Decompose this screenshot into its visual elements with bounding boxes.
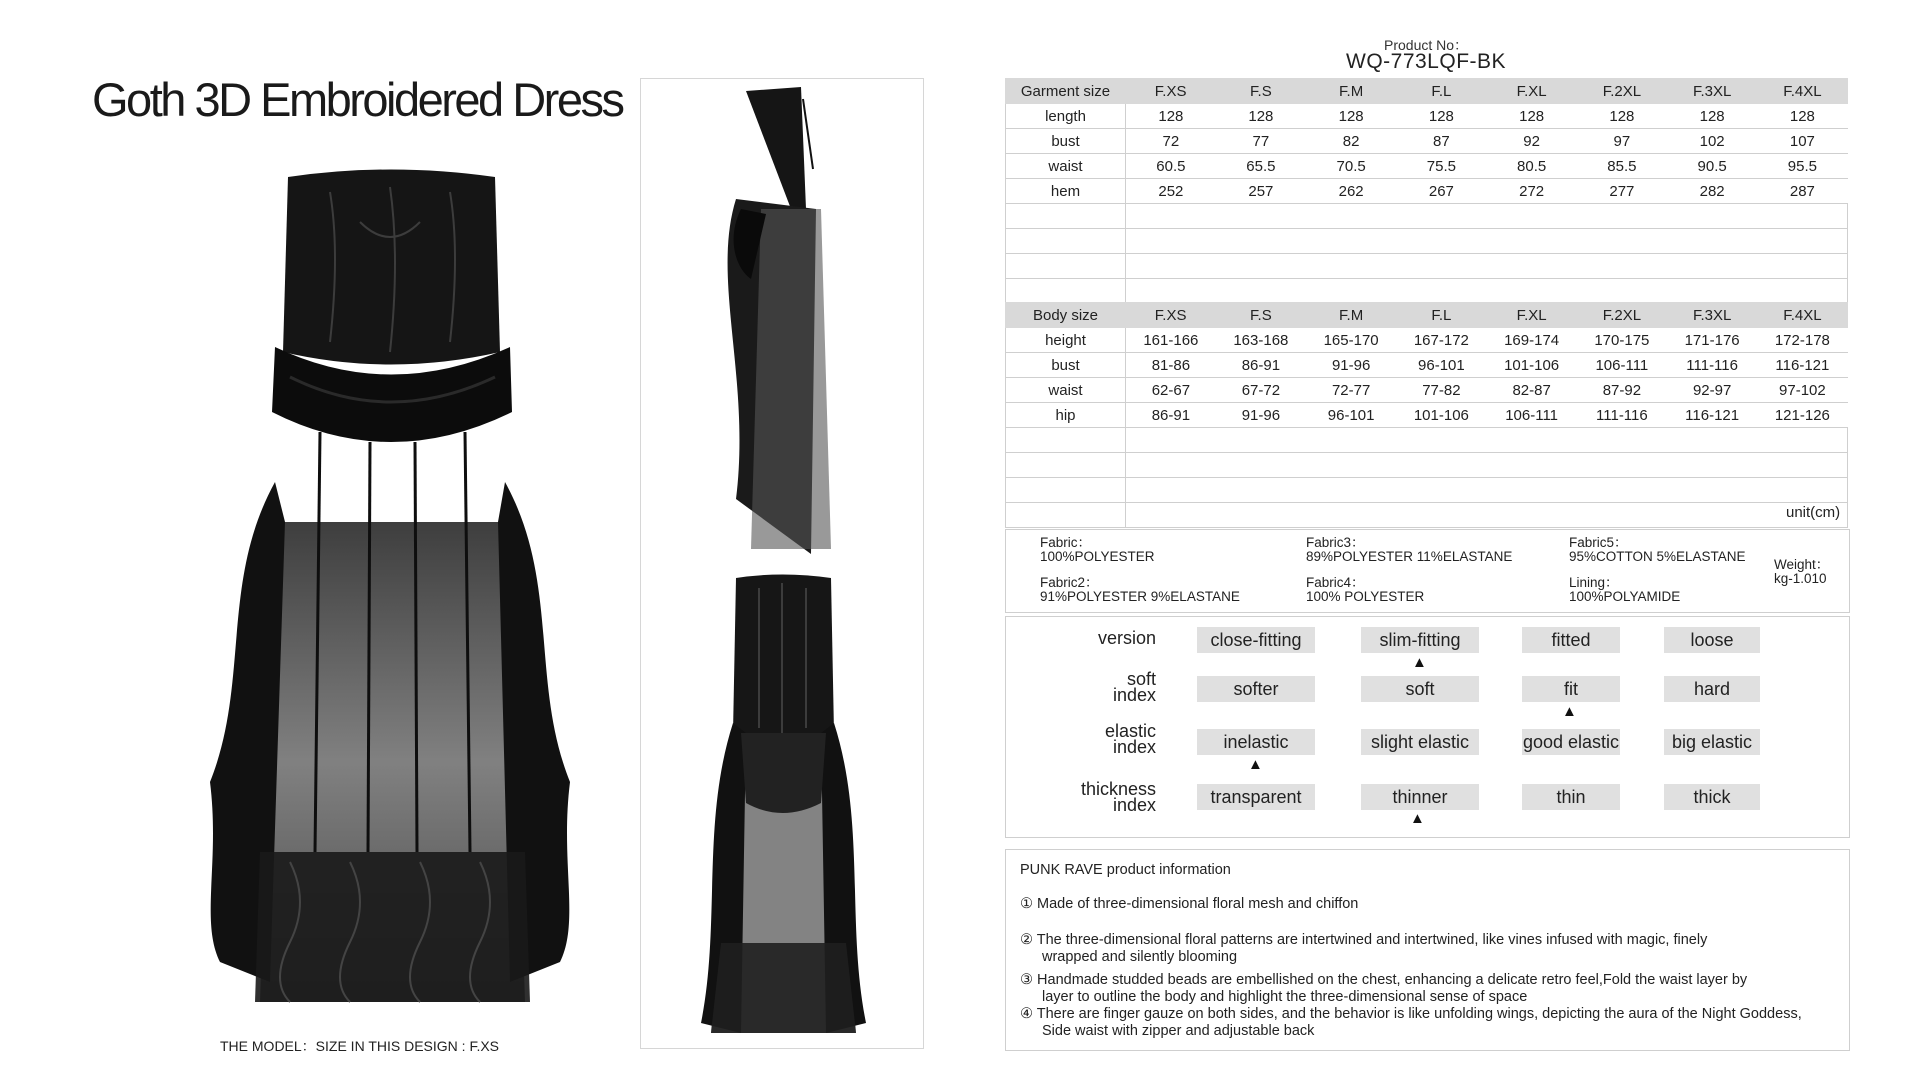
dress-back-photo-frame xyxy=(640,563,924,1049)
table-cell: 92-97 xyxy=(1667,378,1757,403)
table-cell: 70.5 xyxy=(1306,154,1396,179)
table-cell: 272 xyxy=(1487,179,1577,204)
table-cell: 67-72 xyxy=(1216,378,1306,403)
empty-cell xyxy=(1126,204,1848,229)
empty-row xyxy=(1006,229,1848,254)
row-label: waist xyxy=(1006,378,1126,403)
table-cell: 65.5 xyxy=(1216,154,1306,179)
empty-cell xyxy=(1006,229,1126,254)
empty-cell xyxy=(1126,478,1848,503)
info-heading: PUNK RAVE product information xyxy=(1020,862,1231,878)
table-cell: 86-91 xyxy=(1216,353,1306,378)
dress-side-photo xyxy=(641,79,923,564)
table-cell: 267 xyxy=(1396,179,1486,204)
info-item-2-line1: ② The three-dimensional floral patterns are intertwined and intertwined, like vines infused with magic, finely xyxy=(1020,932,1708,948)
soft-label-line2: index xyxy=(1112,685,1156,705)
size-col: F.2XL xyxy=(1577,303,1667,328)
table-cell: 62-67 xyxy=(1126,378,1216,403)
soft-option: soft xyxy=(1361,676,1479,702)
table-cell: 128 xyxy=(1577,104,1667,129)
unit-label: unit(cm) xyxy=(1786,504,1841,521)
table-cell: 170-175 xyxy=(1577,328,1667,353)
product-number: WQ-773LQF-BK xyxy=(1346,50,1507,73)
thickness-label-line1: thickness xyxy=(1080,779,1156,799)
elastic-label-line1: elastic xyxy=(1104,721,1156,741)
info-item-3-line1: ③ Handmade studded beads are embellished on the chest, enhancing a delicate retro feel,Fold the waist layer by xyxy=(1020,972,1748,988)
table-cell: 80.5 xyxy=(1487,154,1577,179)
table-cell: 116-121 xyxy=(1757,353,1847,378)
table-row xyxy=(1006,129,1848,154)
table-cell: 85.5 xyxy=(1577,154,1667,179)
table-cell: 77-82 xyxy=(1396,378,1486,403)
table-cell: 102 xyxy=(1667,129,1757,154)
table-cell: 111-116 xyxy=(1577,403,1667,428)
table-cell: 75.5 xyxy=(1396,154,1486,179)
version-label: version xyxy=(1097,628,1156,648)
row-label: bust xyxy=(1006,129,1126,154)
table-cell: 128 xyxy=(1487,104,1577,129)
thickness-option: transparent xyxy=(1197,784,1315,810)
empty-cell xyxy=(1126,453,1848,478)
info-item-3-line2: layer to outline the body and highlight the three-dimensional sense of space xyxy=(1042,989,1528,1005)
table-cell: 96-101 xyxy=(1396,353,1486,378)
table-cell: 121-126 xyxy=(1757,403,1847,428)
table-cell: 107 xyxy=(1757,129,1847,154)
empty-cell xyxy=(1126,503,1848,528)
table-cell: 128 xyxy=(1667,104,1757,129)
row-label: hem xyxy=(1006,179,1126,204)
table-row xyxy=(1006,378,1848,403)
table-row xyxy=(1006,104,1848,129)
product-number-label: Product No： xyxy=(1384,37,1469,53)
empty-cell xyxy=(1006,503,1126,528)
table-cell: 165-170 xyxy=(1306,328,1396,353)
table-cell: 262 xyxy=(1306,179,1396,204)
table-cell: 252 xyxy=(1126,179,1216,204)
table-cell: 106-111 xyxy=(1577,353,1667,378)
table-cell: 128 xyxy=(1216,104,1306,129)
table-cell: 128 xyxy=(1396,104,1486,129)
lining-value: 100%POLYAMIDE xyxy=(1569,589,1681,604)
fabric3-label: Fabric3： xyxy=(1306,535,1365,550)
model-size-note: THE MODEL：SIZE IN THIS DESIGN : F.XS xyxy=(220,1038,500,1054)
table-cell: 172-178 xyxy=(1757,328,1847,353)
table-cell: 82 xyxy=(1306,129,1396,154)
table-cell: 90.5 xyxy=(1667,154,1757,179)
table-cell: 60.5 xyxy=(1126,154,1216,179)
info-item-4-line1: ④ There are finger gauze on both sides, and the behavior is like unfolding wings, depicting the aura of the Night Goddess, xyxy=(1020,1006,1802,1022)
table-cell: 287 xyxy=(1757,179,1847,204)
info-item-2-line2: wrapped and silently blooming xyxy=(1042,949,1238,965)
empty-cell xyxy=(1006,204,1126,229)
table-cell: 167-172 xyxy=(1396,328,1486,353)
row-label: height xyxy=(1006,328,1126,353)
version-option: fitted xyxy=(1522,627,1620,653)
table-cell: 72 xyxy=(1126,129,1216,154)
size-col: F.L xyxy=(1396,79,1486,104)
empty-row xyxy=(1006,254,1848,279)
size-col: F.2XL xyxy=(1577,79,1667,104)
table-cell: 97 xyxy=(1577,129,1667,154)
fabric1-value: 100%POLYESTER xyxy=(1040,549,1155,564)
table-row xyxy=(1006,154,1848,179)
table-row xyxy=(1006,353,1848,378)
row-label: waist xyxy=(1006,154,1126,179)
garment-size-header: Garment size xyxy=(1006,79,1126,104)
elastic-option: good elastic xyxy=(1522,729,1620,755)
table-cell: 116-121 xyxy=(1667,403,1757,428)
empty-row xyxy=(1006,503,1848,528)
size-col: F.4XL xyxy=(1757,79,1847,104)
fabric2-label: Fabric2： xyxy=(1040,575,1099,590)
thickness-marker: ▲ xyxy=(1410,810,1425,827)
table-cell: 97-102 xyxy=(1757,378,1847,403)
table-row xyxy=(1006,179,1848,204)
version-option: slim-fitting xyxy=(1361,627,1479,653)
version-marker: ▲ xyxy=(1412,654,1427,671)
empty-cell xyxy=(1126,428,1848,453)
body-size-header-row xyxy=(1006,303,1848,328)
empty-cell xyxy=(1006,279,1126,304)
size-col: F.XL xyxy=(1487,79,1577,104)
fabric1-label: Fabric： xyxy=(1040,535,1092,550)
table-cell: 161-166 xyxy=(1126,328,1216,353)
empty-row xyxy=(1006,453,1848,478)
table-cell: 77 xyxy=(1216,129,1306,154)
body-size-header: Body size xyxy=(1006,303,1126,328)
size-col: F.3XL xyxy=(1667,79,1757,104)
dress-front-photo xyxy=(180,162,600,1022)
thickness-option: thick xyxy=(1664,784,1760,810)
product-info-box xyxy=(1005,849,1850,1051)
table-cell: 282 xyxy=(1667,179,1757,204)
size-col: F.3XL xyxy=(1667,303,1757,328)
fabric3-value: 89%POLYESTER 11%ELASTANE xyxy=(1306,549,1513,564)
empty-row xyxy=(1006,478,1848,503)
empty-cell xyxy=(1006,453,1126,478)
table-cell: 87 xyxy=(1396,129,1486,154)
thickness-option: thinner xyxy=(1361,784,1479,810)
table-cell: 95.5 xyxy=(1757,154,1847,179)
empty-cell xyxy=(1006,428,1126,453)
table-cell: 128 xyxy=(1757,104,1847,129)
elastic-label-line2: index xyxy=(1112,737,1156,757)
fabric5-label: Fabric5： xyxy=(1569,535,1628,550)
empty-cell xyxy=(1006,478,1126,503)
table-cell: 171-176 xyxy=(1667,328,1757,353)
elastic-option: big elastic xyxy=(1664,729,1760,755)
empty-cell xyxy=(1126,279,1848,304)
table-row xyxy=(1006,403,1848,428)
size-col: F.XS xyxy=(1126,303,1216,328)
table-cell: 128 xyxy=(1126,104,1216,129)
fabric4-value: 100% POLYESTER xyxy=(1306,589,1425,604)
table-cell: 91-96 xyxy=(1216,403,1306,428)
soft-option: softer xyxy=(1197,676,1315,702)
soft-marker: ▲ xyxy=(1562,703,1577,720)
info-item-4-line2: Side waist with zipper and adjustable back xyxy=(1042,1023,1315,1039)
size-col: F.XL xyxy=(1487,303,1577,328)
fabric2-value: 91%POLYESTER 9%ELASTANE xyxy=(1040,589,1240,604)
elastic-marker: ▲ xyxy=(1248,756,1263,773)
table-cell: 92 xyxy=(1487,129,1577,154)
garment-size-table xyxy=(1005,78,1848,304)
soft-label-line1: soft xyxy=(1126,669,1156,689)
soft-option: fit xyxy=(1522,676,1620,702)
table-cell: 101-106 xyxy=(1487,353,1577,378)
weight-label: Weight： xyxy=(1774,557,1830,572)
body-size-table xyxy=(1005,302,1848,528)
empty-cell xyxy=(1126,229,1848,254)
table-cell: 96-101 xyxy=(1306,403,1396,428)
size-col: F.L xyxy=(1396,303,1486,328)
empty-cell xyxy=(1126,254,1848,279)
lining-label: Lining： xyxy=(1569,575,1619,590)
table-cell: 86-91 xyxy=(1126,403,1216,428)
thickness-label-line2: index xyxy=(1112,795,1156,815)
table-cell: 111-116 xyxy=(1667,353,1757,378)
product-title: Goth 3D Embroidered Dress xyxy=(92,73,623,126)
fabric4-label: Fabric4： xyxy=(1306,575,1365,590)
table-cell: 87-92 xyxy=(1577,378,1667,403)
elastic-option: inelastic xyxy=(1197,729,1315,755)
elastic-option: slight elastic xyxy=(1361,729,1479,755)
row-label: bust xyxy=(1006,353,1126,378)
table-cell: 82-87 xyxy=(1487,378,1577,403)
size-col: F.M xyxy=(1306,79,1396,104)
table-cell: 277 xyxy=(1577,179,1667,204)
fabric-info-box xyxy=(1005,529,1850,613)
empty-row xyxy=(1006,204,1848,229)
fabric5-value: 95%COTTON 5%ELASTANE xyxy=(1569,549,1746,564)
table-cell: 91-96 xyxy=(1306,353,1396,378)
row-label: length xyxy=(1006,104,1126,129)
table-cell: 128 xyxy=(1306,104,1396,129)
dress-back-photo xyxy=(641,563,923,1048)
row-label: hip xyxy=(1006,403,1126,428)
dress-side-photo-frame xyxy=(640,78,924,565)
version-option: close-fitting xyxy=(1197,627,1315,653)
table-cell: 72-77 xyxy=(1306,378,1396,403)
table-cell: 101-106 xyxy=(1396,403,1486,428)
fit-index-box xyxy=(1005,616,1850,838)
empty-cell xyxy=(1006,254,1126,279)
table-cell: 106-111 xyxy=(1487,403,1577,428)
soft-option: hard xyxy=(1664,676,1760,702)
table-cell: 163-168 xyxy=(1216,328,1306,353)
empty-row xyxy=(1006,428,1848,453)
garment-size-header-row xyxy=(1006,79,1848,104)
size-col: F.4XL xyxy=(1757,303,1847,328)
size-col: F.S xyxy=(1216,303,1306,328)
empty-row xyxy=(1006,279,1848,304)
size-col: F.M xyxy=(1306,303,1396,328)
size-col: F.XS xyxy=(1126,79,1216,104)
thickness-option: thin xyxy=(1522,784,1620,810)
table-cell: 169-174 xyxy=(1487,328,1577,353)
table-cell: 81-86 xyxy=(1126,353,1216,378)
version-option: loose xyxy=(1664,627,1760,653)
weight-value: kg-1.010 xyxy=(1774,571,1827,586)
size-col: F.S xyxy=(1216,79,1306,104)
table-cell: 257 xyxy=(1216,179,1306,204)
info-item-1: ① Made of three-dimensional floral mesh and chiffon xyxy=(1020,896,1359,912)
table-row xyxy=(1006,328,1848,353)
